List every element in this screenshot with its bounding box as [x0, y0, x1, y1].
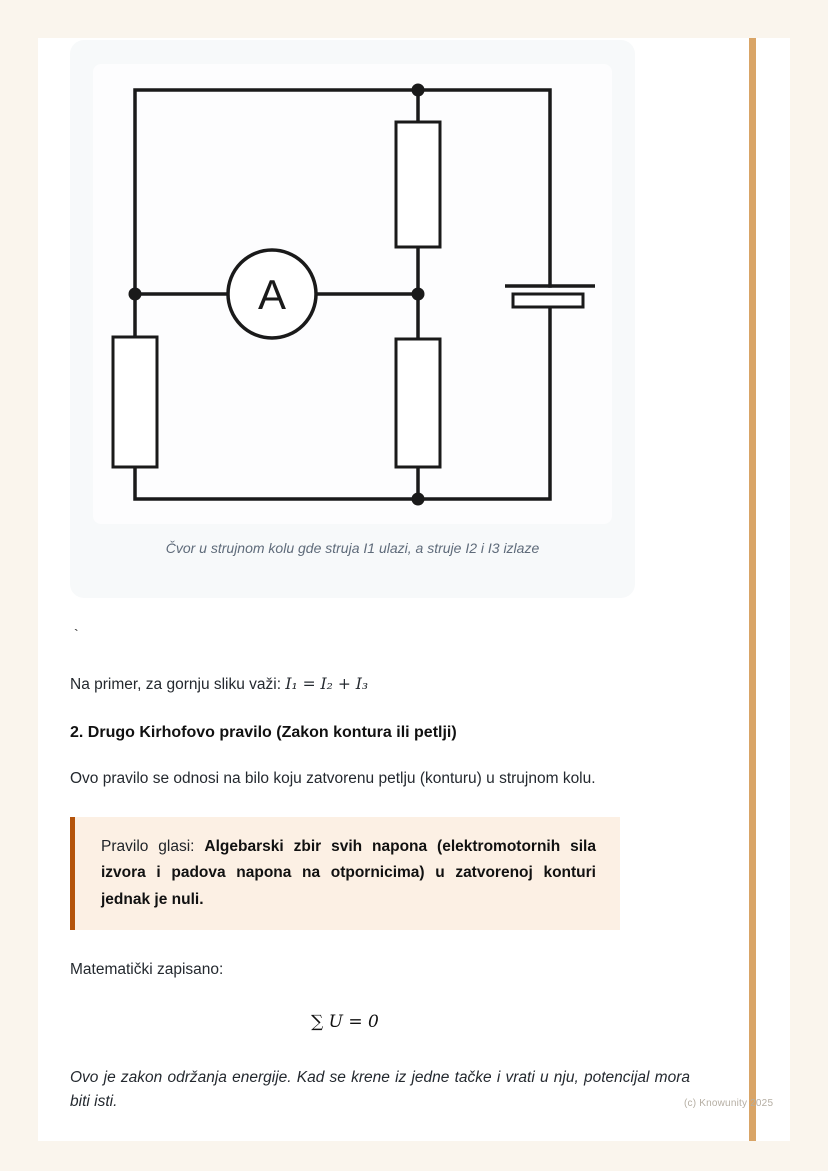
- ammeter-label: A: [257, 271, 287, 318]
- junction-dot-center: [412, 288, 425, 301]
- math-label: Matematički zapisano:: [70, 961, 224, 979]
- example-intro-text: Na primer, za gornju sliku važi:: [70, 676, 282, 693]
- stray-backtick: `: [74, 626, 79, 642]
- accent-bar: [749, 38, 756, 1141]
- callout-rule-text: Algebarski zbir svih napona (elektromotornih sila izvora i padova napona na otpornicima) u zatvorenoj konturi jednak je nuli.: [101, 838, 596, 908]
- circuit-canvas: [93, 64, 612, 524]
- circuit-figure-card: [70, 40, 635, 598]
- watermark: (c) Knowunity 2025: [684, 1098, 774, 1109]
- figure-caption: Čvor u strujnom kolu gde struja I1 ulazi, a struje I2 i I3 izlaze: [165, 540, 540, 556]
- example-formula: I₁ = I₂ + I₃: [285, 675, 369, 693]
- rule-callout: [70, 817, 620, 930]
- junction-dot-left: [129, 288, 142, 301]
- closing-paragraph: Ovo je zakon održanja energije. Kad se krene iz jedne tačke i vrati u nju, potencijal mora biti isti.: [70, 1069, 690, 1111]
- document-sheet: [38, 38, 790, 1141]
- rule-callout-text: [101, 834, 596, 913]
- resistor-top-center: [396, 122, 440, 247]
- junction-dot-bottom: [412, 493, 425, 506]
- junction-dot-top: [412, 84, 425, 97]
- callout-prefix: Pravilo glasi:: [101, 838, 205, 856]
- circuit-wires: [135, 90, 550, 499]
- resistor-left: [113, 337, 157, 467]
- intro-paragraph: Ovo pravilo se odnosi na bilo koju zatvorenu petlju (konturu) u strujnom kolu.: [70, 770, 596, 788]
- section-heading: 2. Drugo Kirhofovo pravilo (Zakon kontura ili petlji): [70, 724, 457, 742]
- resistor-mid-center: [396, 339, 440, 467]
- example-paragraph: [70, 672, 690, 697]
- battery-short-plate: [513, 294, 583, 307]
- circuit-diagram: [93, 64, 612, 524]
- sum-formula: ∑ U = 0: [311, 1012, 379, 1033]
